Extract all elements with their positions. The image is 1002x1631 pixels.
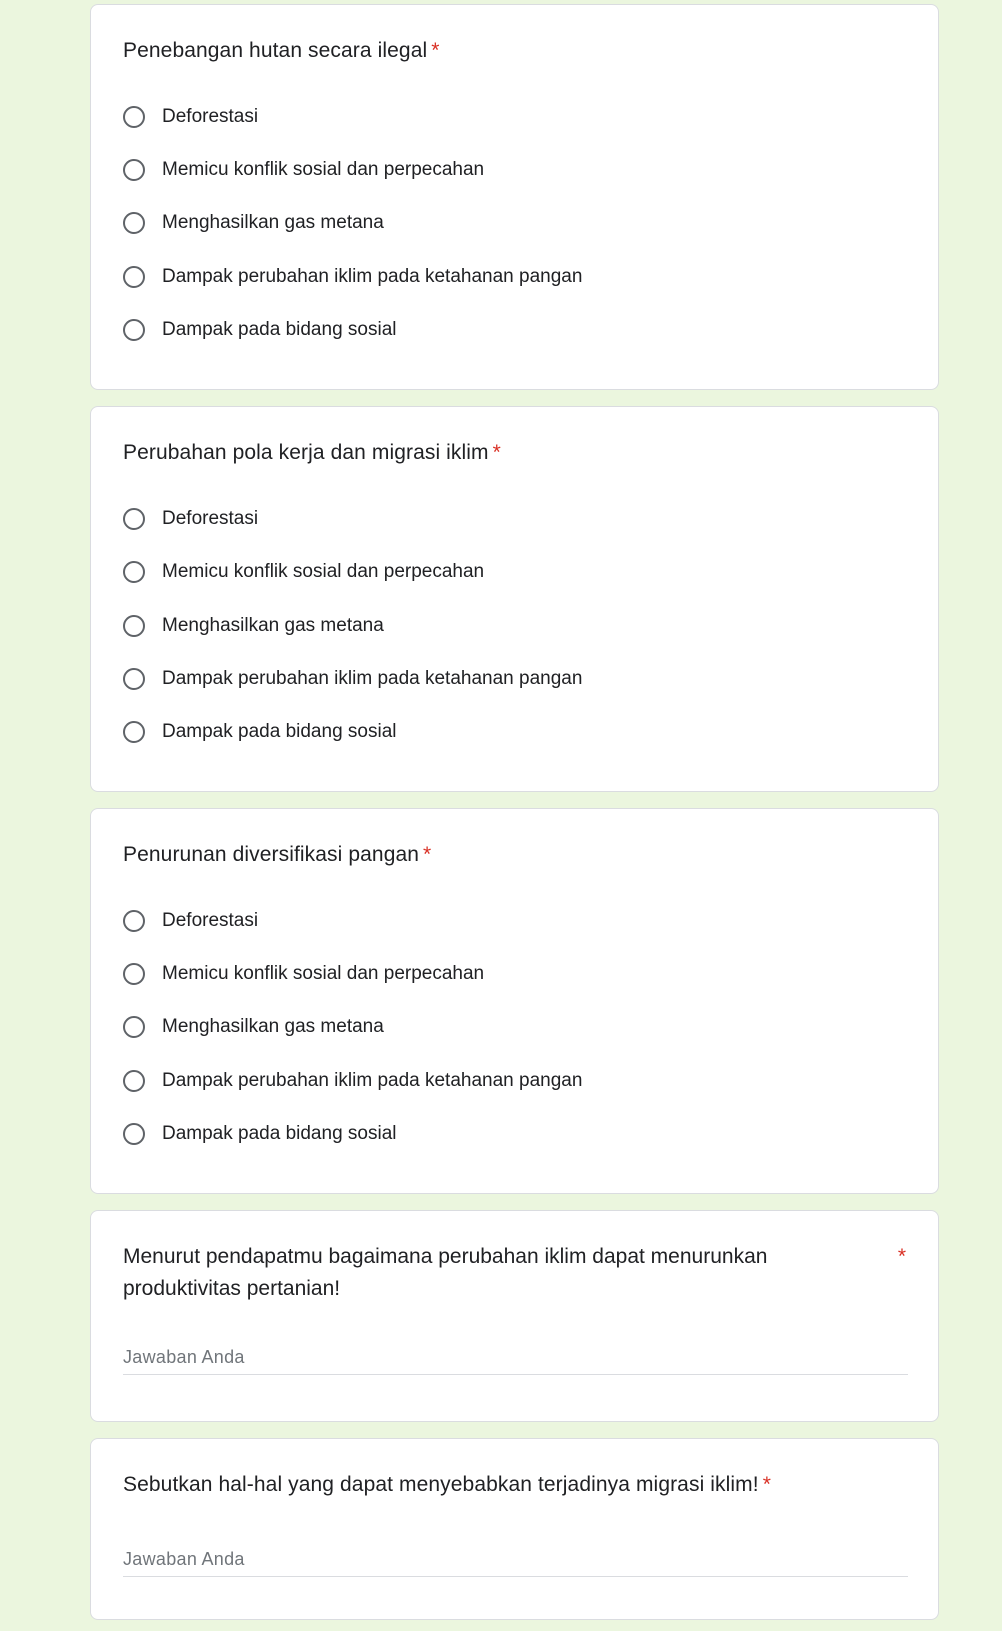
option-label: Dampak perubahan iklim pada ketahanan pangan bbox=[162, 266, 583, 287]
option-label: Menghasilkan gas metana bbox=[162, 615, 384, 636]
question-card-3 bbox=[90, 808, 939, 1194]
radio-option-bidang-sosial[interactable] bbox=[123, 716, 397, 748]
radio-option-gas-metana[interactable] bbox=[123, 1011, 384, 1043]
question-title-text: Penebangan hutan secara ilegal bbox=[123, 39, 428, 62]
answer-input[interactable] bbox=[123, 1543, 908, 1577]
question-title bbox=[123, 1469, 771, 1501]
radio-button-icon[interactable] bbox=[123, 508, 145, 530]
radio-option-ketahanan-pangan[interactable] bbox=[123, 663, 582, 695]
option-label: Dampak pada bidang sosial bbox=[162, 721, 397, 742]
answer-input[interactable] bbox=[123, 1341, 908, 1375]
question-title-text: Penurunan diversifikasi pangan bbox=[123, 843, 420, 866]
required-asterisk: * bbox=[762, 1473, 771, 1496]
question-title bbox=[123, 437, 501, 469]
radio-button-icon[interactable] bbox=[123, 319, 145, 341]
radio-button-icon[interactable] bbox=[123, 1070, 145, 1092]
question-card-1 bbox=[90, 4, 939, 390]
radio-button-icon[interactable] bbox=[123, 561, 145, 583]
required-asterisk: * bbox=[492, 441, 501, 464]
radio-button-icon[interactable] bbox=[123, 106, 145, 128]
question-title bbox=[123, 35, 440, 67]
radio-button-icon[interactable] bbox=[123, 212, 145, 234]
radio-button-icon[interactable] bbox=[123, 668, 145, 690]
option-label: Deforestasi bbox=[162, 508, 259, 529]
option-label: Deforestasi bbox=[162, 910, 259, 931]
radio-button-icon[interactable] bbox=[123, 615, 145, 637]
question-card-5 bbox=[90, 1438, 939, 1620]
option-label: Dampak perubahan iklim pada ketahanan pangan bbox=[162, 668, 583, 689]
option-label: Menghasilkan gas metana bbox=[162, 212, 384, 233]
radio-option-bidang-sosial[interactable] bbox=[123, 314, 397, 346]
required-asterisk: * bbox=[423, 843, 432, 866]
radio-option-konflik-sosial[interactable] bbox=[123, 154, 484, 186]
question-title-text: Perubahan pola kerja dan migrasi iklim bbox=[123, 441, 489, 464]
question-title-text: Sebutkan hal-hal yang dapat menyebabkan terjadinya migrasi iklim! bbox=[123, 1473, 759, 1496]
question-card-4 bbox=[90, 1210, 939, 1422]
option-label: Dampak pada bidang sosial bbox=[162, 319, 397, 340]
radio-option-deforestasi[interactable] bbox=[123, 503, 258, 535]
radio-button-icon[interactable] bbox=[123, 963, 145, 985]
option-label: Memicu konflik sosial dan perpecahan bbox=[162, 159, 485, 180]
radio-button-icon[interactable] bbox=[123, 1123, 145, 1145]
radio-option-ketahanan-pangan[interactable] bbox=[123, 1065, 582, 1097]
radio-button-icon[interactable] bbox=[123, 1016, 145, 1038]
radio-option-konflik-sosial[interactable] bbox=[123, 958, 484, 990]
question-card-2 bbox=[90, 406, 939, 792]
radio-option-ketahanan-pangan[interactable] bbox=[123, 261, 582, 293]
radio-button-icon[interactable] bbox=[123, 910, 145, 932]
radio-option-konflik-sosial[interactable] bbox=[123, 556, 484, 588]
required-asterisk: * bbox=[897, 1245, 906, 1268]
question-title bbox=[123, 839, 431, 871]
radio-option-bidang-sosial[interactable] bbox=[123, 1118, 397, 1150]
option-label: Memicu konflik sosial dan perpecahan bbox=[162, 561, 485, 582]
radio-option-deforestasi[interactable] bbox=[123, 905, 258, 937]
radio-button-icon[interactable] bbox=[123, 721, 145, 743]
question-title: Menurut pendapatmu bagaimana perubahan iklim dapat menurunkan produktivitas pertanian! bbox=[123, 1245, 768, 1300]
required-asterisk: * bbox=[431, 39, 440, 62]
option-label: Deforestasi bbox=[162, 106, 259, 127]
option-label: Menghasilkan gas metana bbox=[162, 1016, 384, 1037]
option-label: Dampak perubahan iklim pada ketahanan pangan bbox=[162, 1070, 583, 1091]
radio-button-icon[interactable] bbox=[123, 159, 145, 181]
radio-button-icon[interactable] bbox=[123, 266, 145, 288]
option-label: Dampak pada bidang sosial bbox=[162, 1123, 397, 1144]
radio-option-gas-metana[interactable] bbox=[123, 610, 384, 642]
radio-option-gas-metana[interactable] bbox=[123, 207, 384, 239]
option-label: Memicu konflik sosial dan perpecahan bbox=[162, 963, 485, 984]
radio-option-deforestasi[interactable] bbox=[123, 101, 258, 133]
